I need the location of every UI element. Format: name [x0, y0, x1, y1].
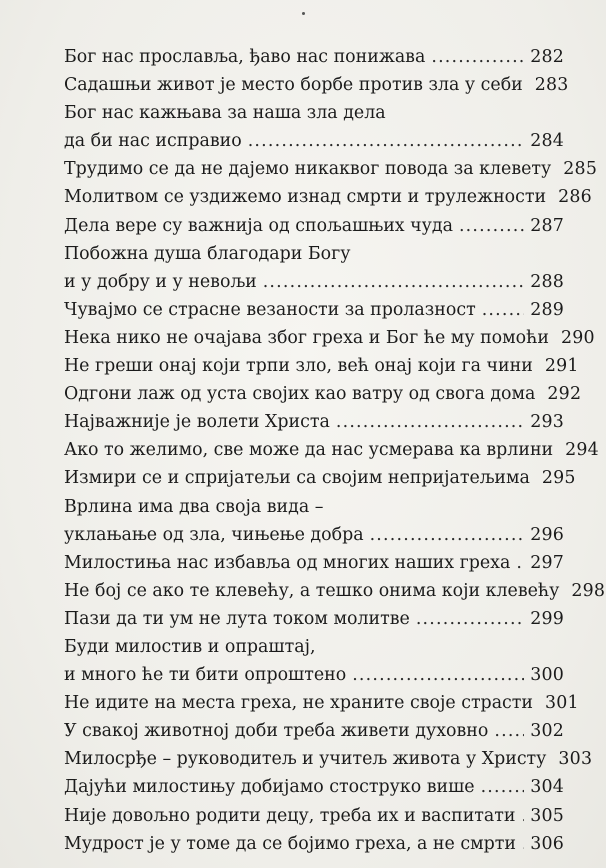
toc-entry — [64, 43, 564, 71]
toc-entry — [64, 212, 564, 240]
toc-page-number: 289 — [530, 299, 564, 320]
toc-entry-title: Бог нас прославља, ђаво нас понижава — [64, 47, 426, 67]
toc-entry-row — [64, 802, 564, 830]
dot-leader — [459, 212, 524, 240]
toc-entry — [64, 71, 569, 99]
toc-entry — [64, 240, 564, 268]
toc-page-number: 301 — [545, 693, 579, 714]
toc-page-number: 286 — [558, 187, 592, 208]
toc-page-number: 287 — [530, 215, 564, 236]
toc-page-number: 282 — [530, 47, 564, 67]
toc-entry — [64, 605, 564, 633]
toc-page-number: 306 — [530, 833, 564, 854]
toc-entry-title: Буди милостив и опраштај, — [64, 636, 316, 657]
dot-leader — [494, 717, 524, 745]
dot-leader — [416, 605, 524, 633]
toc-entry-title: Не греши онај који трпи зло, већ онај који га чини — [64, 356, 533, 377]
toc-entry-title: Бог нас кажњава за наша зла дела — [64, 103, 386, 124]
toc-entry — [64, 464, 576, 492]
dot-leader — [481, 773, 525, 801]
toc-entry-row — [64, 240, 564, 268]
toc-entry — [64, 268, 564, 296]
toc-entry — [64, 155, 598, 183]
toc-entry-title: Мудрост је у томе да се бојимо греха, а не смрти — [64, 833, 516, 854]
toc-entry-row — [64, 380, 582, 408]
toc-entry-row — [64, 268, 564, 296]
toc-entry-title: Чувајмо се страсне везаности за пролазност — [64, 299, 476, 320]
toc-page-number: 293 — [530, 412, 564, 433]
toc-entry — [64, 296, 564, 324]
toc-entry-row — [64, 183, 592, 211]
dot-leader — [352, 661, 524, 689]
toc-page-number: 290 — [560, 327, 595, 348]
dot-leader — [263, 268, 525, 296]
toc-entry-row — [64, 633, 564, 661]
toc-entry-row — [64, 717, 564, 745]
dot-leader — [336, 408, 524, 436]
toc-entry-title: Није довољно родити децу, треба их и васпитати — [64, 805, 516, 826]
toc-entry-row — [64, 745, 593, 773]
toc-entry — [64, 127, 564, 155]
toc-entry — [64, 99, 564, 127]
toc-entry — [64, 633, 564, 661]
dot-leader — [522, 830, 524, 858]
toc-entry — [64, 577, 606, 605]
toc-page-number: 302 — [530, 721, 564, 742]
toc-entry-row — [64, 99, 564, 127]
toc-entry-row — [64, 830, 564, 858]
toc-entry-row — [64, 773, 564, 801]
toc-entry-row — [64, 605, 564, 633]
dot-leader — [516, 549, 524, 577]
toc-page-number: 297 — [530, 552, 564, 573]
toc-entry-title: Врлина има два своја вида – — [64, 496, 324, 517]
toc-entry — [64, 549, 564, 577]
toc-entry-title: Трудимо се да не дајемо никаквог повода за клевету — [64, 159, 552, 180]
dot-leader — [431, 43, 524, 71]
toc-entry-row — [64, 212, 564, 240]
toc-entry — [64, 380, 582, 408]
toc-entry-title: Измири се и спријатељи са својим непријатељима — [64, 468, 530, 489]
toc-page-number: 296 — [530, 524, 564, 545]
toc-page-number: 300 — [530, 665, 564, 686]
toc-entry-title: Милосрђе – руководитељ и учитељ живота у Христу — [64, 749, 547, 770]
toc-entry-row — [64, 521, 564, 549]
toc-entry — [64, 183, 592, 211]
toc-entry — [64, 717, 564, 745]
toc-entry-title: Побожна душа благодари Богу — [64, 243, 351, 264]
toc-entry-title: Одгони лаж од уста својих као ватру од свога дома — [64, 384, 536, 405]
toc-entry-row — [64, 577, 606, 605]
toc-entry-title: Пази да ти ум не лута током молитве — [64, 608, 410, 629]
toc-entry-title: Дела вере су важнија од спољашњих чуда — [64, 215, 453, 236]
toc-entry-title: уклањање од зла, чињење добра — [64, 524, 364, 545]
toc-entry-title: Не бој се ако те клевећу, а тешко онима који клевећу — [64, 580, 560, 601]
dot-leader — [522, 802, 525, 830]
toc-entry-row — [64, 549, 564, 577]
toc-entry — [64, 830, 564, 858]
toc-page-number: 299 — [530, 608, 564, 629]
table-of-contents — [64, 43, 606, 858]
toc-entry-row — [64, 71, 569, 99]
toc-entry — [64, 408, 564, 436]
toc-entry — [64, 773, 564, 801]
toc-page-number: 291 — [544, 356, 579, 377]
toc-page-number: 304 — [530, 777, 564, 798]
toc-entry — [64, 436, 599, 464]
toc-entry — [64, 689, 579, 717]
toc-entry-row — [64, 352, 579, 380]
toc-entry-title: У свакој животној доби треба живети духовно — [64, 721, 489, 742]
toc-entry-row — [64, 155, 598, 183]
toc-entry-title: Не идите на места греха, не храните своје страсти — [64, 693, 534, 714]
toc-entry-title: Милостиња нас избавља од многих наших греха — [64, 552, 511, 573]
toc-entry-title: Молитвом се уздижемо изнад смрти и трулежности — [64, 187, 547, 208]
toc-entry-title: Ако то желимо, све може да нас усмерава ка врлини — [64, 440, 554, 461]
toc-page-number: 305 — [530, 805, 564, 826]
toc-entry-row — [64, 324, 595, 352]
toc-page-number: 298 — [571, 580, 606, 601]
toc-entry-row — [64, 436, 599, 464]
toc-page-number: 288 — [530, 271, 564, 292]
toc-page-number: 284 — [530, 131, 564, 152]
toc-entry — [64, 493, 564, 521]
toc-entry-row — [64, 127, 564, 155]
toc-page-number: 285 — [563, 159, 598, 180]
paper-speck — [302, 12, 305, 15]
dot-leader — [370, 521, 525, 549]
toc-entry-row — [64, 493, 564, 521]
toc-entry-title: и много ће ти бити опроштено — [64, 665, 347, 686]
toc-entry — [64, 324, 595, 352]
toc-page-number: 295 — [541, 468, 576, 489]
toc-page-number: 283 — [534, 75, 569, 96]
toc-page-number: 294 — [565, 440, 599, 461]
toc-entry-title: и у добру и у невољи — [64, 271, 257, 292]
toc-entry — [64, 521, 564, 549]
toc-entry-title: да би нас исправио — [64, 131, 242, 152]
toc-page-number: 303 — [558, 749, 593, 770]
toc-entry-title: Нека нико не очајава због греха и Бог ће му помоћи — [64, 327, 549, 348]
toc-entry — [64, 661, 564, 689]
toc-page-number: 292 — [547, 384, 582, 405]
toc-entry-row — [64, 464, 576, 492]
toc-entry — [64, 352, 579, 380]
toc-entry — [64, 745, 593, 773]
toc-entry-row — [64, 661, 564, 689]
toc-entry-title: Дајући милостињу добијамо стоструко више — [64, 777, 475, 798]
toc-entry-row — [64, 43, 564, 71]
toc-entry-title: Садашњи живот је место борбе против зла у себи — [64, 75, 523, 96]
dot-leader — [248, 127, 525, 155]
toc-entry-row — [64, 408, 564, 436]
toc-entry — [64, 802, 564, 830]
toc-entry-row — [64, 296, 564, 324]
dot-leader — [482, 296, 525, 324]
toc-entry-row — [64, 689, 579, 717]
toc-entry-title: Најважније је волети Христа — [64, 412, 330, 433]
